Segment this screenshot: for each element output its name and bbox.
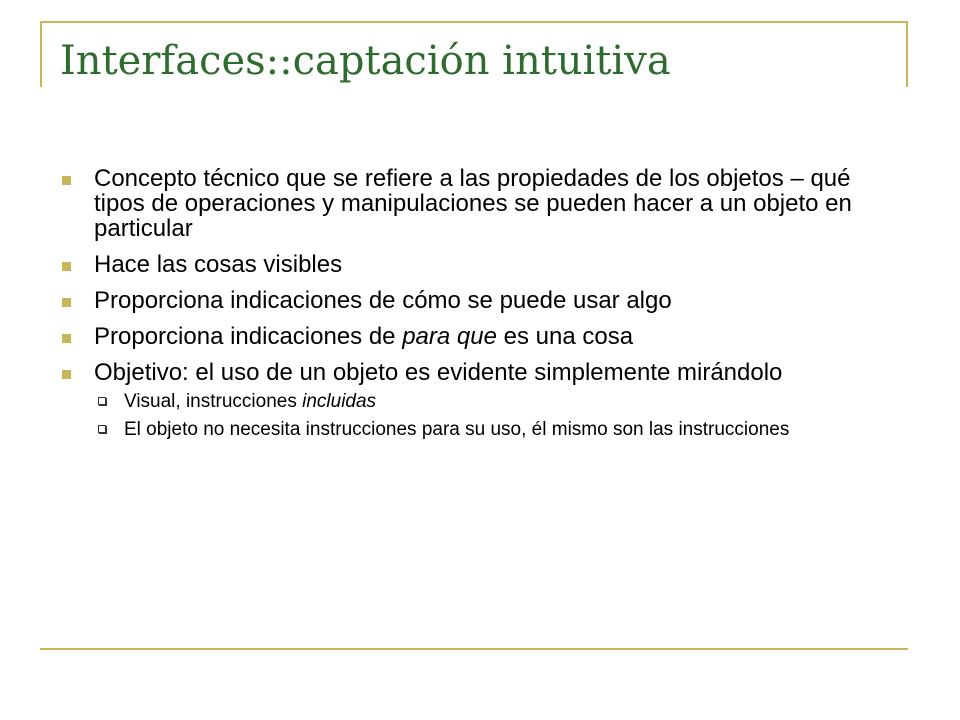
frame-left-rule	[40, 21, 42, 87]
square-bullet-icon	[62, 262, 71, 271]
frame-bottom-rule	[40, 648, 908, 650]
bullet-text: Objetivo: el uso de un objeto es evidente simplemente mirándolo	[94, 359, 783, 386]
bullet-text-italic: para que	[402, 323, 497, 350]
slide-title: Interfaces::captación intuitiva	[60, 38, 671, 84]
bullet-text	[94, 323, 633, 350]
hollow-square-bullet-icon	[98, 425, 106, 433]
frame-top-rule	[40, 21, 908, 23]
bullet-text: Concepto técnico que se refiere a las propiedades de los objetos – qué tipos de operaciones y manipulaciones se pueden hacer a un objeto en particular	[94, 165, 852, 242]
bullet-text: Hace las cosas visibles	[94, 251, 343, 278]
subbullet-text-italic: incluidas	[302, 391, 377, 412]
bullet-list	[62, 166, 862, 451]
bullet-item	[62, 360, 862, 440]
bullet-item	[62, 166, 862, 241]
subbullet-text	[124, 391, 376, 412]
bullet-text: Proporciona indicaciones de cómo se puede usar algo	[94, 287, 672, 314]
bullet-item	[62, 288, 862, 313]
subbullet-item	[94, 419, 862, 440]
square-bullet-icon	[62, 334, 71, 343]
bullet-item	[62, 252, 862, 277]
subbullet-text: El objeto no necesita instrucciones para su uso, él mismo son las instrucciones	[124, 419, 790, 440]
bullet-text-end: es una cosa	[496, 323, 634, 350]
hollow-square-bullet-icon	[98, 397, 106, 405]
frame-right-rule	[906, 21, 908, 87]
square-bullet-icon	[62, 370, 71, 379]
bullet-item	[62, 324, 862, 349]
bullet-text-start: Proporciona indicaciones de	[94, 323, 403, 350]
subbullet-text-start: Visual, instrucciones	[124, 391, 303, 412]
subbullet-item	[94, 391, 862, 412]
square-bullet-icon	[62, 176, 71, 185]
square-bullet-icon	[62, 298, 71, 307]
subbullet-list	[94, 391, 862, 440]
